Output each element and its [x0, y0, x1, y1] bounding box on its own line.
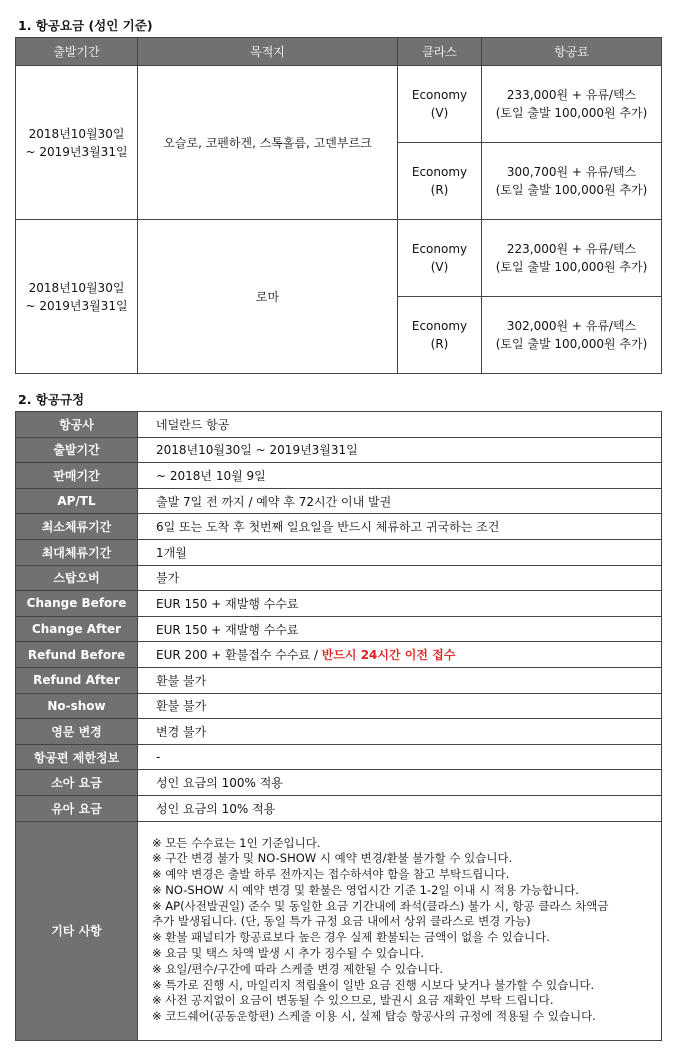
destination-cell: 로마 — [138, 220, 398, 374]
rule-label: 출발기간 — [16, 437, 138, 463]
class-code: (V) — [430, 106, 449, 120]
class-code: (R) — [430, 183, 449, 197]
table-row — [16, 220, 662, 297]
rule-value-text: 2018년10월30일 ~ 2019년3월31일 — [156, 443, 358, 458]
rule-value-text: ~ 2018년 10월 9일 — [156, 468, 266, 483]
table-row — [16, 693, 662, 719]
rule-value — [138, 514, 662, 540]
rule-value — [138, 719, 662, 745]
list-item: ※ 구간 변경 불가 및 NO-SHOW 시 예약 변경/환불 불가할 수 있습니다. — [152, 851, 513, 866]
table-row — [16, 719, 662, 745]
class-cell — [398, 143, 482, 220]
rule-value-text: EUR 150 + 재발행 수수료 — [156, 622, 299, 637]
rule-value-text: 성인 요금의 10% 적용 — [156, 801, 276, 816]
list-item: ※ 사전 공지없이 요금이 변동될 수 있으므로, 발권시 요금 재확인 부탁 드립니다. — [152, 993, 554, 1008]
list-item: ※ AP(사전발권일) 준수 및 동일한 요금 기간내에 좌석(클라스) 불가 시, 항공 클라스 차액금 — [152, 898, 609, 913]
rule-value — [138, 565, 662, 591]
rule-value — [138, 488, 662, 514]
table-row — [16, 66, 662, 143]
list-item: ※ 요일/편수/구간에 따라 스케줄 변경 제한될 수 있습니다. — [152, 961, 444, 976]
fare-surcharge: (토일 출발 100,000원 추가) — [495, 106, 648, 120]
fare-cell — [482, 66, 662, 143]
table-row — [16, 437, 662, 463]
rule-value-text: 환불 불가 — [156, 673, 207, 688]
rule-label: No-show — [16, 693, 138, 719]
rule-value-text: EUR 200 + 환불접수 수수료 / — [156, 648, 322, 663]
class-code: (R) — [430, 337, 449, 351]
rule-value — [138, 591, 662, 617]
rule-label: Change Before — [16, 591, 138, 617]
rule-value — [138, 693, 662, 719]
rule-value-text: EUR 150 + 재발행 수수료 — [156, 596, 299, 611]
notes-list — [138, 822, 661, 1041]
list-item: ※ 요금 및 택스 차액 발생 시 추가 징수될 수 있습니다. — [152, 946, 425, 961]
class-cell — [398, 220, 482, 297]
class-name: Economy — [411, 165, 468, 179]
table-row — [16, 514, 662, 540]
class-cell — [398, 66, 482, 143]
notes-row — [16, 821, 662, 1041]
fare-price: 302,000원 + 유류/텍스 — [506, 319, 637, 333]
table-row — [16, 616, 662, 642]
rule-label: AP/TL — [16, 488, 138, 514]
table-row — [16, 642, 662, 668]
rule-value-text: - — [156, 750, 161, 765]
rule-value-text: 출발 7일 전 까지 / 예약 후 72시간 이내 발권 — [156, 494, 392, 509]
rule-value — [138, 539, 662, 565]
header-destination: 목적지 — [138, 38, 398, 66]
rule-value-text: 변경 불가 — [156, 724, 207, 739]
header-class: 클라스 — [398, 38, 482, 66]
rule-label: Refund Before — [16, 642, 138, 668]
fare-cell — [482, 297, 662, 374]
fare-cell — [482, 143, 662, 220]
fare-price: 300,700원 + 유류/텍스 — [506, 165, 637, 179]
list-item: ※ 모든 수수료는 1인 기준입니다. — [152, 835, 321, 850]
rule-label: 스탑오버 — [16, 565, 138, 591]
rule-value — [138, 667, 662, 693]
table-row — [16, 488, 662, 514]
rule-value-text: 성인 요금의 100% 적용 — [156, 776, 283, 791]
fare-table — [15, 37, 662, 374]
rule-value — [138, 437, 662, 463]
class-name: Economy — [411, 319, 468, 333]
fare-cell — [482, 220, 662, 297]
period-start: 2018년10월30일 — [28, 126, 125, 141]
period-end: ~ 2019년3월31일 — [25, 298, 128, 313]
table-row — [16, 412, 662, 438]
rules-table — [15, 411, 662, 1041]
list-item: ※ 환불 패널티가 항공료보다 높은 경우 실제 환불되는 금액이 없을 수 있습니다. — [152, 930, 550, 945]
list-item: ※ NO-SHOW 시 예약 변경 및 환불은 영업시간 기준 1-2일 이내 시 적용 가능합니다. — [152, 882, 579, 897]
rule-label: 항공편 제한정보 — [16, 744, 138, 770]
period-cell — [16, 220, 138, 374]
rule-label: 최소체류기간 — [16, 514, 138, 540]
period-start: 2018년10월30일 — [28, 280, 125, 295]
table-row — [16, 667, 662, 693]
section-title-rules: 2. 항공규정 — [18, 392, 85, 407]
rule-value-text: 6일 또는 도착 후 첫번째 일요일을 반드시 체류하고 귀국하는 조건 — [156, 520, 500, 535]
rule-label: 유아 요금 — [16, 795, 138, 821]
fare-price: 223,000원 + 유류/텍스 — [506, 242, 637, 256]
rule-label: Refund After — [16, 667, 138, 693]
rule-value-text: 1개월 — [156, 545, 187, 560]
rule-value — [138, 795, 662, 821]
rule-label: 영문 변경 — [16, 719, 138, 745]
notes-label: 기타 사항 — [16, 821, 138, 1041]
class-name: Economy — [411, 88, 468, 102]
list-item: ※ 예약 변경은 출발 하루 전까지는 접수하셔야 함을 참고 부탁드립니다. — [152, 867, 510, 882]
period-end: ~ 2019년3월31일 — [25, 144, 128, 159]
rule-label: 최대체류기간 — [16, 539, 138, 565]
rule-value — [138, 770, 662, 796]
class-code: (V) — [430, 260, 449, 274]
fare-surcharge: (토일 출발 100,000원 추가) — [495, 260, 648, 274]
list-item: 추가 발생됩니다. (단, 동일 특가 규정 요금 내에서 상위 클라스로 변경 가능) — [152, 914, 531, 929]
rule-value — [138, 412, 662, 438]
rule-label: 소아 요금 — [16, 770, 138, 796]
rule-value-text: 환불 불가 — [156, 699, 207, 714]
fare-table-header — [16, 38, 662, 66]
class-cell — [398, 297, 482, 374]
header-fare: 항공료 — [482, 38, 662, 66]
list-item: ※ 특가로 진행 시, 마일리지 적립율이 일반 요금 진행 시보다 낮거나 불가할 수 있습니다. — [152, 977, 595, 992]
table-row — [16, 591, 662, 617]
period-cell — [16, 66, 138, 220]
rule-value-text: 네덜란드 항공 — [156, 417, 230, 432]
table-row — [16, 744, 662, 770]
rule-label: Change After — [16, 616, 138, 642]
rule-value — [138, 616, 662, 642]
list-item: ※ 코드쉐어(공동운항편) 스케줄 이용 시, 실제 탑승 항공사의 규정에 적용될 수 있습니다. — [152, 1009, 596, 1024]
section-title-fares: 1. 항공요금 (성인 기준) — [18, 18, 153, 33]
rule-label: 판매기간 — [16, 463, 138, 489]
table-row — [16, 795, 662, 821]
table-row — [16, 539, 662, 565]
destination-cell: 오슬로, 코펜하겐, 스톡홀름, 고덴부르크 — [138, 66, 398, 220]
fare-surcharge: (토일 출발 100,000원 추가) — [495, 183, 648, 197]
fare-price: 233,000원 + 유류/텍스 — [506, 88, 637, 102]
notes-cell — [138, 821, 662, 1041]
rule-value — [138, 744, 662, 770]
rule-value — [138, 642, 662, 668]
header-period: 출발기간 — [16, 38, 138, 66]
rule-label: 항공사 — [16, 412, 138, 438]
rule-value-text: 불가 — [156, 571, 180, 586]
class-name: Economy — [411, 242, 468, 256]
fare-surcharge: (토일 출발 100,000원 추가) — [495, 337, 648, 351]
rule-value — [138, 463, 662, 489]
table-row — [16, 770, 662, 796]
table-row — [16, 463, 662, 489]
rule-warning: 반드시 24시간 이전 접수 — [321, 648, 456, 663]
table-row — [16, 565, 662, 591]
